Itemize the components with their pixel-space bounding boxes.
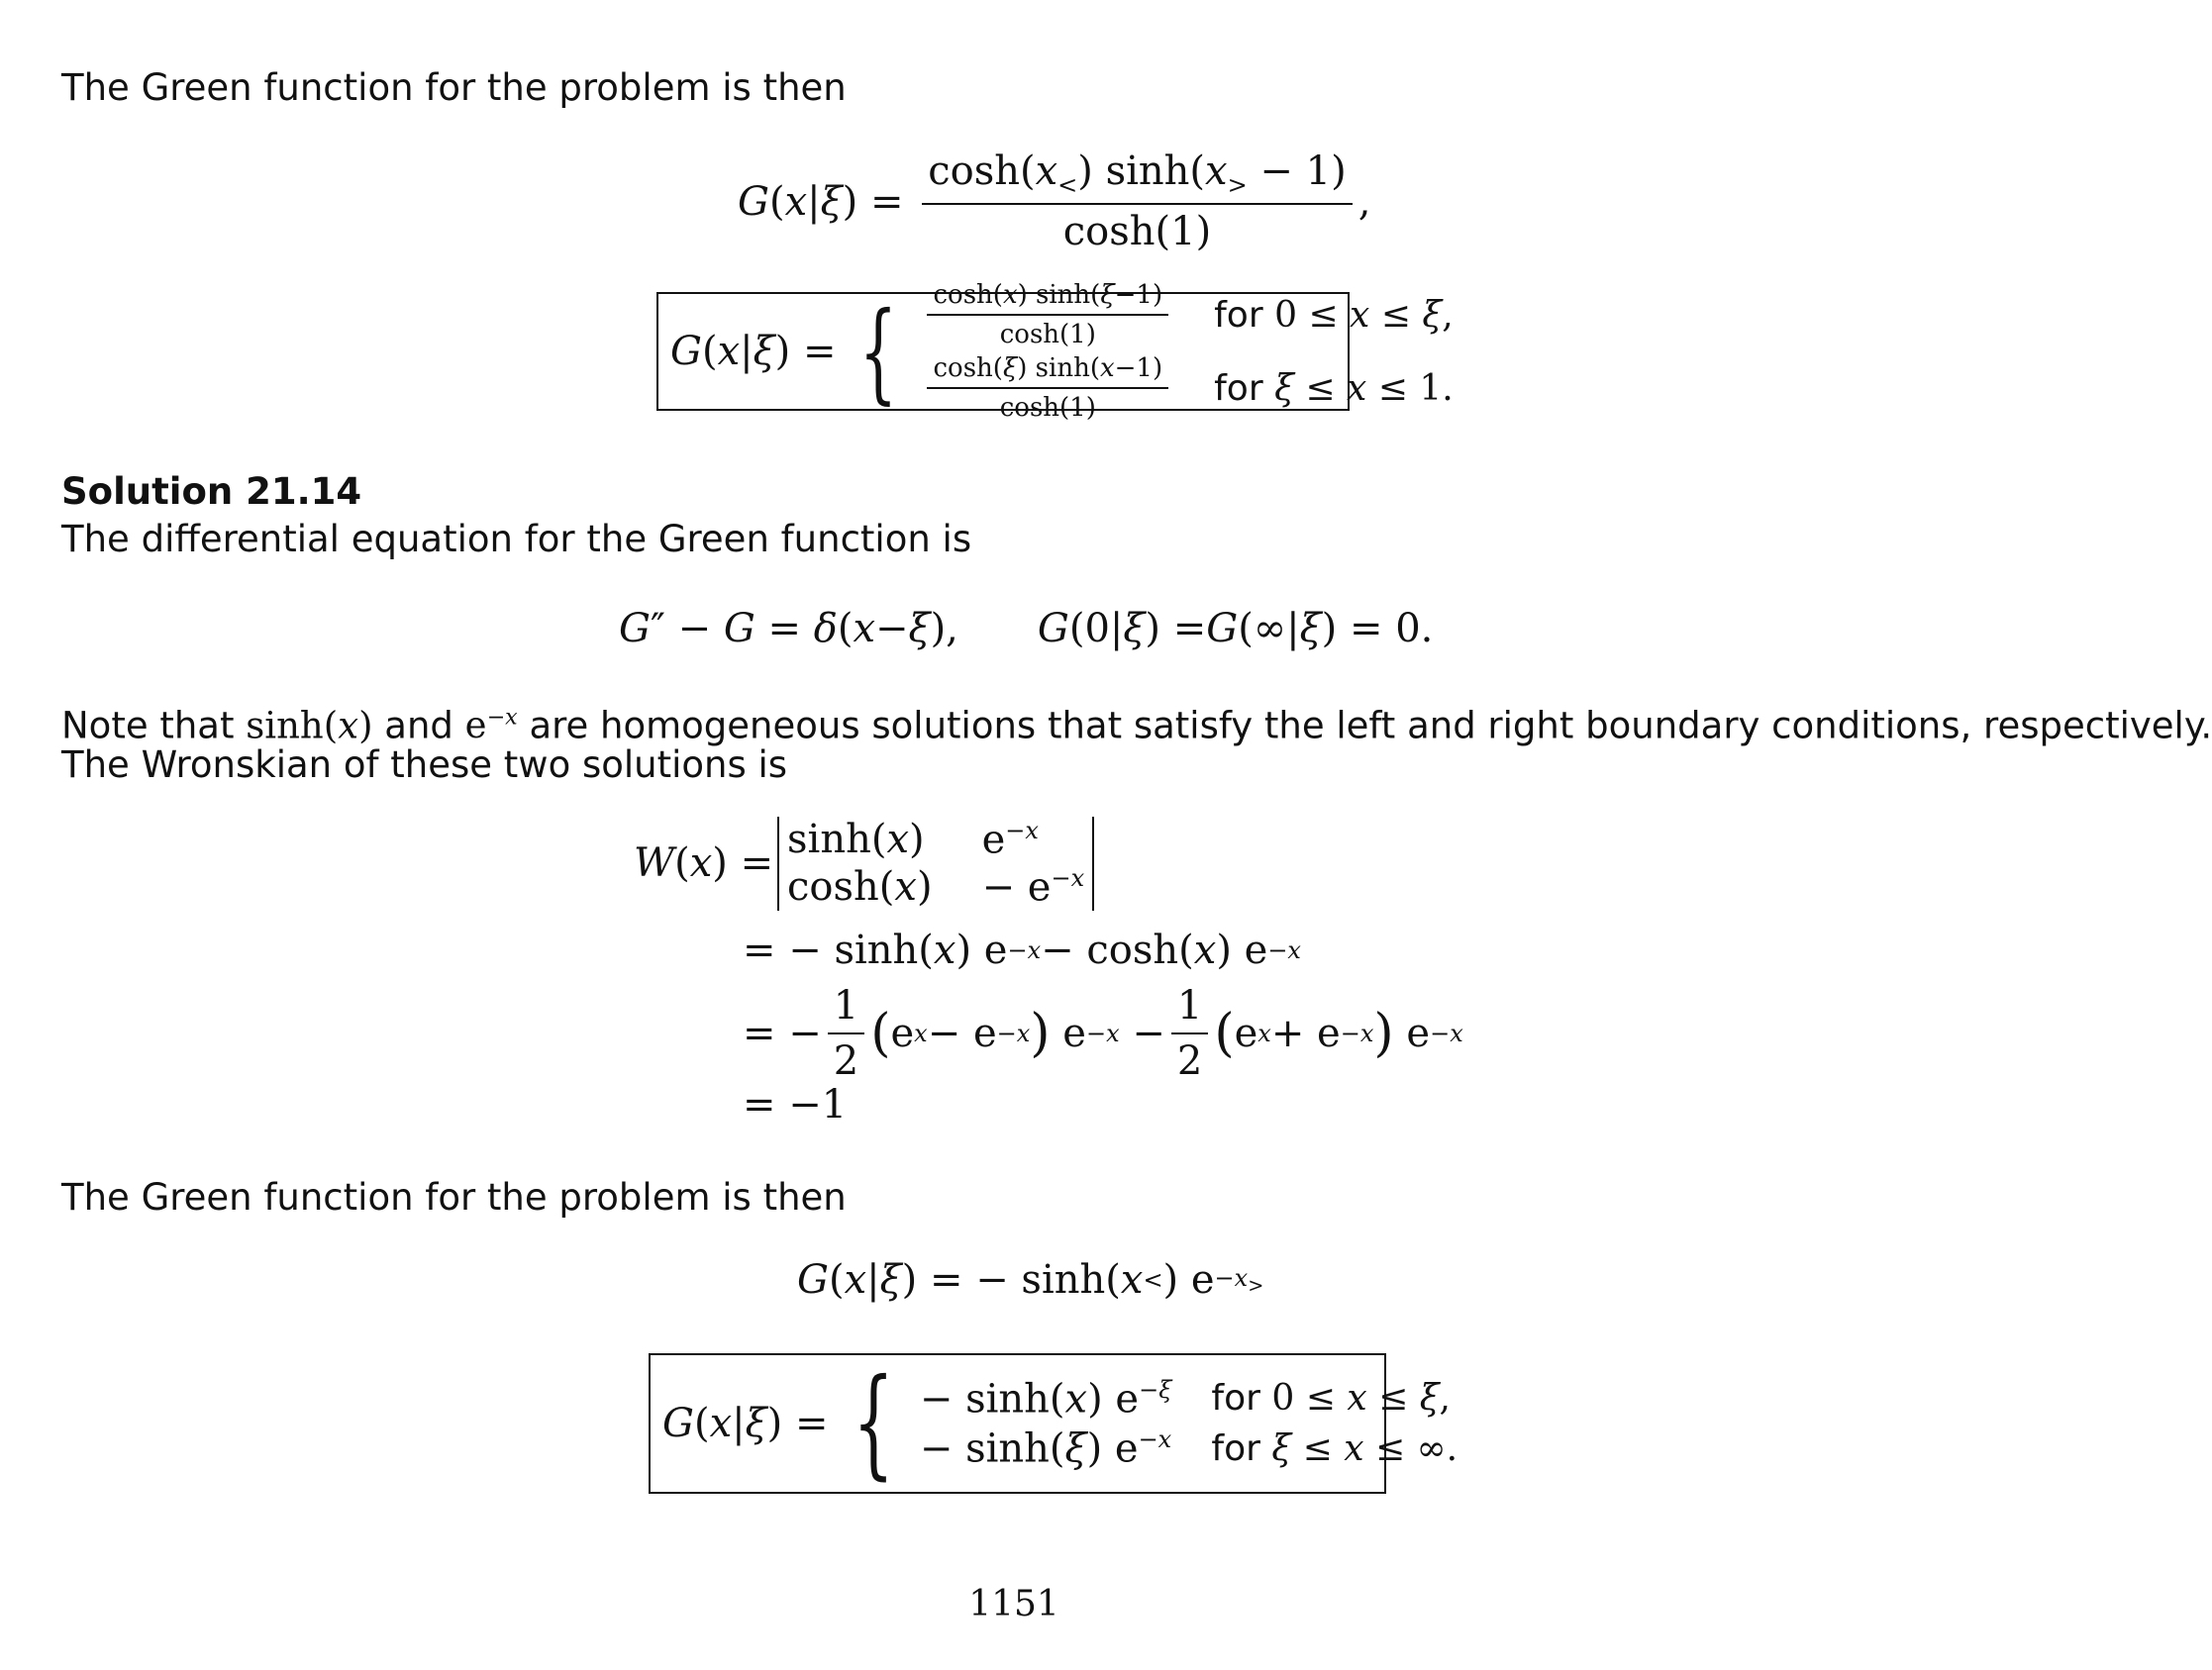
intro-paragraph-1: The Green function for the problem is then [61, 66, 847, 109]
green-function-equation-2: G ( x | ξ ) = − sinh( x < ) e $-x_>$ [797, 1257, 1264, 1303]
for-label: for [1211, 1427, 1260, 1469]
boxed-green-function-2: G(x|ξ) = { − sinh(x) $e^{-\xi}$ for 0 ≤ x ≤ ξ, − sinh(ξ) $e^{-x}$ for ξ ≤ x ≤ ∞. [649, 1353, 1386, 1494]
differential-equation: G ″ − G = δ ( x − ξ ), G (0| ξ ) = G (∞| ξ ) = 0. [619, 606, 1434, 651]
for-label: for [1214, 367, 1263, 409]
page-number: 1151 [968, 1584, 1059, 1624]
note-paragraph: Note that sinh(x) and $e^{-x}$ are homogeneous solutions that satisfy the left and right boundary conditions, respectively. [61, 704, 2212, 747]
for-label: for [1214, 294, 1263, 336]
for-label: for [1211, 1378, 1260, 1420]
wronskian-intro: The Wronskian of these two solutions is [61, 743, 788, 786]
solution-heading: Solution 21.14 [61, 470, 362, 513]
green-function-equation: G ( x | ξ ) = $\frac{\cosh(x_<) \sinh(x_> - 1)}{\cosh(1)}$ , [738, 148, 1371, 254]
intro-paragraph-2: The Green function for the problem is then [61, 1176, 847, 1219]
wronskian-derivation: W(x) = sinh(x) $e^{-x}$ cosh(x) − $e^{-x}$ = − sinh( x ) e −x − cosh( x ) e −x = − $\frac{1}{2}$ ( e x − e −x ) e −x − $\frac{1}{2}$ ( e x + e −x ) e −x = −1 [634, 817, 1463, 1128]
diffeq-intro: The differential equation for the Green function is [61, 518, 972, 560]
boxed-green-function-1: G(x|ξ) = { $\frac{\cosh(x) \sinh(\xi-1)}{\cosh(1)}$ for 0 ≤ x ≤ ξ, $\frac{\cosh(\xi) \sinh(x-1)}{\cosh(1)}$ for ξ ≤ x ≤ 1. [656, 292, 1350, 411]
